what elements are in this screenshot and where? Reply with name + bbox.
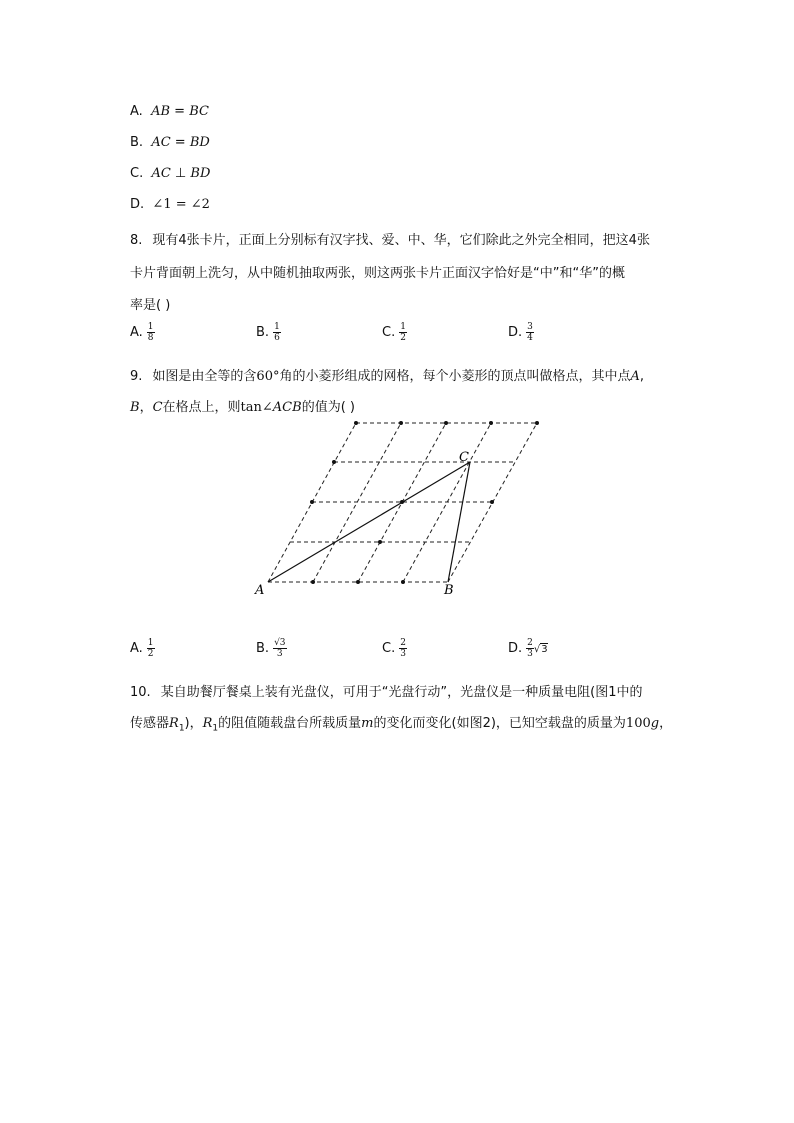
lattice-point bbox=[535, 421, 539, 425]
grid-diag-2 bbox=[358, 423, 446, 582]
q9-option-c: C. $\frac{2}{3}$ bbox=[382, 638, 406, 659]
q10-stem-line1: 10. 某自助餐厅餐桌上装有光盘仪，可用于“光盘行动”，光盘仪是一种质量电阻(图1中的 bbox=[130, 685, 643, 700]
q8-option-d: D. $\frac{3}{4}$ bbox=[508, 322, 533, 343]
lattice-point bbox=[311, 580, 315, 584]
q8-option-b: B. $\frac{1}{6}$ bbox=[256, 322, 280, 343]
q9-stem-line2: B，C在格点上，则tan∠ACB的值为( ) bbox=[130, 400, 355, 415]
lattice-point bbox=[400, 500, 404, 504]
q9-option-d: D. $\frac{2}{3}$ √3 bbox=[508, 638, 548, 659]
lattice-point bbox=[489, 421, 493, 425]
lattice-point bbox=[332, 460, 336, 464]
q9-stem-line1: 9. 如图是由全等的含60°角的小菱形组成的网格，每个小菱形的顶点叫做格点，其中点A, bbox=[130, 369, 645, 384]
grid-diag-1 bbox=[313, 423, 401, 582]
q10-stem-line2: 传感器$R_1$)，$R_1$的阻值随载盘台所载质量m的变化而变化(如图2)，已知空载盘的质量为100g， bbox=[130, 716, 673, 734]
lattice-point bbox=[356, 580, 360, 584]
q7-option-b: B. AC = BD bbox=[130, 135, 210, 150]
lattice-point bbox=[444, 421, 448, 425]
segment-bc bbox=[448, 462, 470, 582]
q9-option-b: B. $\frac{√3}{3}$ bbox=[256, 638, 286, 659]
lattice-points bbox=[310, 421, 539, 584]
q8-option-a: A. $\frac{1}{8}$ bbox=[130, 322, 154, 343]
lattice-point bbox=[399, 421, 403, 425]
q7-option-a: A. AB = BC bbox=[130, 104, 209, 119]
lattice-point bbox=[401, 580, 405, 584]
lattice-point bbox=[310, 500, 314, 504]
grid-diag-0 bbox=[268, 423, 356, 582]
q8-option-c: C. $\frac{1}{2}$ bbox=[382, 322, 406, 343]
lattice-point bbox=[490, 500, 494, 504]
triangle-abc bbox=[268, 462, 470, 582]
point-label-c: C bbox=[459, 450, 469, 465]
grid-diag-3 bbox=[403, 423, 491, 582]
q7-option-d: D. ∠1 = ∠2 bbox=[130, 197, 210, 212]
grid-lines bbox=[268, 423, 537, 582]
point-label-a: A bbox=[255, 583, 265, 598]
grid-diag-4 bbox=[448, 423, 537, 582]
lattice-point bbox=[378, 540, 382, 544]
lattice-point bbox=[354, 421, 358, 425]
segment-ac bbox=[268, 462, 470, 582]
q9-option-a: A. $\frac{1}{2}$ bbox=[130, 638, 154, 659]
q8-stem-line1: 8. 现有4张卡片，正面上分别标有汉字找、爱、中、华，它们除此之外完全相同，把这4张 bbox=[130, 233, 650, 248]
q7-option-c: C. AC ⊥ BD bbox=[130, 166, 211, 181]
q8-stem-line3: 率是( ) bbox=[130, 298, 171, 313]
point-label-b: B bbox=[444, 583, 454, 598]
q8-stem-line2: 卡片背面朝上洗匀，从中随机抽取两张，则这两张卡片正面汉字恰好是“中”和“华”的概 bbox=[130, 266, 625, 281]
